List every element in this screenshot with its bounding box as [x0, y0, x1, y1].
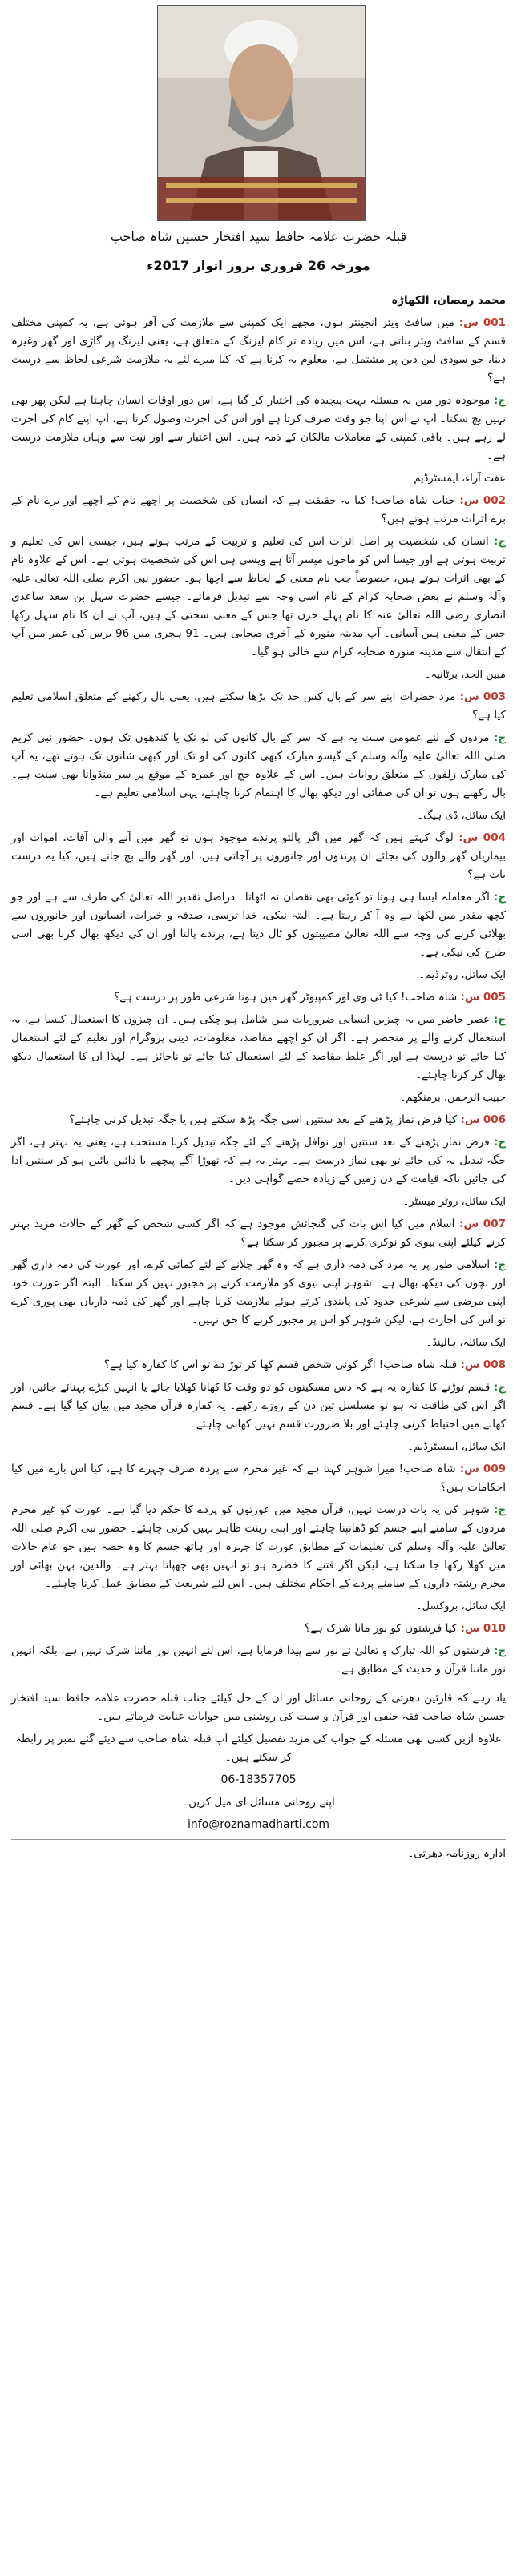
- question-label: س:: [460, 1358, 480, 1371]
- question-number: 008: [483, 1358, 506, 1371]
- answer: [11, 888, 506, 962]
- answer-label: ج:: [493, 394, 507, 407]
- answer: [11, 1011, 506, 1085]
- phone-number: 06-18357705: [220, 1773, 297, 1786]
- contact-line: علاوہ ازیں کسی بھی مسئلہ کے جواب کی مزید تفصیل کیلئے آپ قبلہ شاہ صاحب سے دیئے گئے نمبر پر رابطہ کر سکتے ہیں۔: [15, 1733, 502, 1764]
- answer-text: موجودہ دور میں یہ مسئلہ بہت پیچیدہ کی اختیار کر گیا ہے، اس دور اوقات انسان چاہتا ہے لیکن پھر بھی نہیں بچ سکتا۔ آپ نے اس اپنا جو وقت صرف کرتا ہے اور اس کی اجرت وصول کرتا ہے، آپ اپنے کام کی اجرت لے رہے ہیں۔ باقی کمپنی کے معاملات مالکان کے ذمہ ہیں۔ اس اعتبار سے اور نیت سے وہاں ملازمت درست ہے۔: [11, 394, 506, 462]
- question-number: 001: [483, 316, 506, 329]
- answer-text: فرشتوں کو اللہ تبارک و تعالیٰ نے نور سے پیدا فرمایا ہے، اس لئے انہیں نور ماننا شرک نہیں ہے، بلکہ انہیں نور ماننا قرآن و حدیث کے مطابق ہے۔: [11, 1644, 506, 1676]
- answer-label: ج:: [493, 1644, 507, 1657]
- question-text: میں سافٹ ویئر انجینئر ہوں، مجھے ایک کمپنی سے ملازمت کی آفر ہوئی ہے، یہ کمپنی مختلف قسم کے سافٹ ویئر بناتی ہے، اس میں زیادہ تر کام لیزنگ کے متعلق ہے، یعنی لیزنگ پر گاڑی اور گھر وغیرہ دینا، جو سودی لین دین پر مشتمل ہے، معلوم یہ کرنا ہے کہ کیا میرے لئے یہ ملازمت شرعی لحاظ سے درست ہے؟: [11, 316, 506, 384]
- answer-label: ج:: [493, 1013, 506, 1026]
- question-number: 010: [483, 1622, 506, 1635]
- question-text: شاہ صاحب! کیا ٹی وی اور کمپیوٹر گھر میں ہونا شرعی طور پر درست ہے؟: [114, 991, 458, 1004]
- questioner-signature: ایک سائلہ، ہالینڈ۔: [426, 1337, 506, 1349]
- answer-text: قسم توڑنے کا کفارہ یہ ہے کہ دس مسکینوں کو دو وقت کا کھانا کھلایا جائے یا انہیں کپڑے پہنائے جائیں، اور اگر اس کی طاقت نہ ہو تو مسلسل تین دن کے روزے رکھے۔ یہ کفارہ قرآن مجید میں بیان کیا گیا ہے۔ قسم کھانے میں احتیاط کرنی چاہئے اور بلا ضرورت قسم نہیں کھانی چاہئے۔: [11, 1381, 506, 1431]
- answer: [11, 1256, 506, 1330]
- question-label: س:: [459, 690, 479, 703]
- contact-email[interactable]: info@roznamadharti.com: [187, 1818, 330, 1831]
- question-label: س:: [460, 1622, 480, 1635]
- photo-caption: قبلہ حضرت علامہ حافظ سید افتخار حسین شاہ صاحب: [110, 229, 407, 244]
- questioner-signature: حبیب الرحمٰن، برمنگھم۔: [399, 1092, 506, 1104]
- question: [11, 829, 506, 884]
- portrait-illustration: [158, 6, 365, 220]
- question-label: س:: [458, 831, 479, 844]
- answer-text: شوہر کی یہ بات درست نہیں، قرآن مجید میں عورتوں کو پردے کا حکم دیا گیا ہے۔ عورت کو غیر محرم مردوں کے سامنے اپنے جسم کو ڈھانپنا چاہئے اور اپنی زینت ظاہر نہیں کرنی چاہئے۔ حضور نبی اکرم صلی اللہ تعالیٰ علیہ وآلہ وسلم کی تعلیمات کے مطابق عورت کا چہرہ اور ہاتھ جسم کا وہ حصہ ہیں جو عام حالات میں کھلا رکھا جا سکتا ہے، لیکن اگر فتنے کا خطرہ ہو تو انہیں بھی چھپانا بہتر ہے۔ والدین، بہن بھائی اور محرم رشتہ داروں کے سامنے پردے کے احکام مختلف ہیں۔ اس لئے شریعت کے مطابق عمل کرنا چاہئے۔: [11, 1503, 506, 1590]
- question-number: 004: [483, 831, 506, 844]
- question-label: س:: [459, 1218, 479, 1230]
- date-line: مورخہ 26 فروری بروز اتوار 2017ء: [147, 258, 370, 273]
- question-number: 007: [483, 1218, 506, 1230]
- questioner-signature: ایک سائل، روٹرڈیم۔: [418, 969, 506, 981]
- send-line: اپنے روحانی مسائل ای میل کریں۔: [182, 1796, 335, 1809]
- qa-list: [11, 314, 506, 1679]
- question-number: 002: [483, 494, 506, 507]
- footer-credit: ادارہ روزنامہ دھرتی۔: [407, 1847, 506, 1860]
- article-body: [11, 292, 506, 1867]
- answer-text: عصر حاضر میں یہ چیزیں انسانی ضروریات میں شامل ہو چکی ہیں۔ ان چیزوں کا استعمال کیسا ہے، یہ استعمال کرنے والے پر منحصر ہے۔ اگر ان کو اچھے مقاصد، معلومات، دینی پروگرام اور تعلیم کے لئے استعمال کیا جائے تو درست ہے اور اگر غلط مقاصد کے لئے استعمال کیا جائے تو ناجائز ہے۔ لہٰذا ان کا استعمال دیکھ بھال کر کرنا چاہئے۔: [11, 1013, 506, 1081]
- question: [11, 1111, 506, 1129]
- question-label: س:: [458, 316, 479, 329]
- answer: [11, 1379, 506, 1434]
- answer-text: اسلامی طور پر یہ مرد کی ذمہ داری ہے کہ وہ گھر چلانے کے لئے کمائی کرے، اور عورت کی ذمہ داری گھر اور بچوں کی دیکھ بھال ہے۔ شوہر اپنی بیوی کو ملازمت کرنے پر مجبور نہیں کر سکتا۔ البتہ اگر عورت خود اپنی مرضی سے شرعی حدود کی پابندی کرتے ہوئے ملازمت کرنا چاہے اور گھر کی ذمہ داریاں بھی پوری کرے تو اس کی اجازت ہے، لیکن شوہر کو اس پر مجبور کرنے کا حق نہیں۔: [11, 1258, 506, 1326]
- question: [11, 492, 506, 529]
- question-text: جناب شاہ صاحب! کیا یہ حقیقت ہے کہ انسان کی شخصیت پر اچھے نام کے اچھے اور برے نام کے برے اثرات مرتب ہوتے ہیں؟: [11, 494, 506, 525]
- question-text: مرد حضرات اپنے سر کے بال کس حد تک بڑھا سکتے ہیں، یعنی بال رکھنے کے متعلق اسلامی تعلیم کیا ہے؟: [11, 690, 506, 722]
- question-label: س:: [460, 1113, 480, 1126]
- question-text: کیا فرض نماز پڑھنے کے بعد سنتیں اسی جگہ پڑھ سکتے ہیں یا جگہ تبدیل کرنی چاہئے؟: [69, 1113, 458, 1126]
- answer: [11, 533, 506, 662]
- question-text: لوگ کہتے ہیں کہ گھر میں اگر پالتو پرندے موجود ہوں تو گھر میں آنے والی آفات، اموات اور بیماریاں گھر والوں کی بجائے ان پرندوں اور جانوروں پر آجاتی ہیں، اور گھر والے بچ جاتے ہیں، کیا یہ درست بات ہے؟: [11, 831, 506, 881]
- question: [11, 1215, 506, 1252]
- question: [11, 314, 506, 388]
- answer-text: مردوں کے لئے عمومی سنت یہ ہے کہ سر کے بال کانوں کی لو تک یا کندھوں تک ہوں۔ حضور نبی کریم صلی اللہ تعالیٰ علیہ وآلہ وسلم کے گیسو مبارک کبھی کانوں کی لو تک اور کبھی شانوں تک ہوتے تھے، یہ آپ کی مبارک زلفوں کے متعلق روایات ہیں۔ اس کے علاوہ حج اور عمرہ کے موقع پر سر منڈوانا بھی سنت ہے۔ بال رکھنے ہوں تو ان کی صفائی اور دیکھ بھال کا اہتمام کرنا چاہئے، یہی اسلامی تعلیم ہے۔: [11, 731, 506, 799]
- questioner-signature: عفت آراء، ایمسٹرڈیم۔: [407, 473, 506, 485]
- answer-text: اگر معاملہ ایسا ہی ہوتا تو کوئی بھی نقصان نہ اٹھاتا۔ دراصل تقدیر اللہ تعالیٰ کی طرف سے ہے اور جو کچھ مقدر میں لکھا ہے وہ آ کر رہتا ہے۔ البتہ نیکی، خدا ترسی، صدقہ و خیرات، انسانوں اور جانوروں سے بھلائی کرنے کی وجہ سے اللہ تعالیٰ مصیبتوں کو ٹال دیتا ہے، پرندے پالنا اور ان کی دیکھ بھال کرنا بھی اسی طرح کی نیکی ہے۔: [11, 891, 506, 959]
- answer-text: فرض نماز پڑھنے کے بعد سنتیں اور نوافل پڑھنے کے لئے جگہ تبدیل کرنا مستحب ہے، یعنی یہ بہتر ہے، اگر جگہ تبدیل نہ کی جائے تو بھی نماز درست ہے۔ بہتر یہ ہے کہ تھوڑا آگے پیچھے یا دائیں بائیں ہو کر سنتیں ادا کی جائیں تاکہ قیامت کے دن زمین کے زیادہ حصے گواہی دیں۔: [11, 1136, 506, 1185]
- question-text: اسلام میں کیا اس بات کی گنجائش موجود ہے کہ اگر کسی شخص کے گھر کے حالات مزید بہتر کرنے کیلئے اپنی بیوی کو نوکری کرنے پر مجبور کر سکتا ہے؟: [11, 1218, 506, 1249]
- question: [11, 988, 506, 1007]
- answer: [11, 729, 506, 803]
- answer-label: ج:: [493, 891, 506, 904]
- answer-label: ج:: [493, 731, 506, 744]
- closing-text: یاد رہے کہ قارئین دھرتی کے روحانی مسائل اور ان کے حل کیلئے جناب قبلہ حضرت علامہ حافظ سید افتخار حسین شاہ صاحب فقہ حنفی اور قرآن و سنت کی روشنی میں جوابات عنایت فرماتے ہیں۔: [11, 1692, 506, 1723]
- answer-label: ج:: [493, 1503, 506, 1516]
- answer: [11, 1642, 506, 1679]
- question-number: 009: [483, 1463, 506, 1475]
- question-text: قبلہ شاہ صاحب! اگر کوئی شخص قسم کھا کر توڑ دے تو اس کا کفارہ کیا ہے؟: [103, 1358, 458, 1371]
- questioner-signature: ایک سائل، ایمسٹرڈیم۔: [407, 1441, 506, 1453]
- scholar-photo: [157, 5, 366, 221]
- answer: [11, 1501, 506, 1593]
- question: [11, 688, 506, 725]
- answer-label: ج:: [493, 1258, 506, 1271]
- divider: [11, 1839, 506, 1840]
- question-label: س:: [460, 991, 480, 1004]
- question-number: 003: [483, 690, 506, 703]
- questioner-signature: ایک سائل، روٹر میسٹر۔: [402, 1196, 506, 1208]
- question: [11, 1460, 506, 1497]
- question-label: س:: [459, 1463, 479, 1475]
- answer-text: انسان کی شخصیت پر اصل اثرات اس کی تعلیم و تربیت کے مرتب ہوتے ہیں، جیسی اس کی تعلیم و تربیت ہوتی ہے اور جیسا اس کو ماحول میسر آتا ہے ویسی ہی اس کی شخصیت ہوتی ہے۔ اس کے علاوہ نام کے بھی اثرات ہوتے ہیں، خصوصاً جب نام معنی کے لحاظ سے اچھا ہو۔ حضور نبی اکرم صلی اللہ تعالیٰ علیہ وآلہ وسلم نے بعض صحابہ کرام کے نام اسی وجہ سے تبدیل فرمائے۔ جیسے حضرت سہل بن سعد ساعدی انصاری رضی اللہ تعالیٰ عنہ کا نام پہلے حزن تھا جس کے معنی سختی کے ہیں، آپ نے ان کا نام سہل رکھا جس کے معنی ہیں آسانی۔ آپ مدینہ منورہ کے آخری صحابی ہیں۔ 91 ہجری میں 96 برس کی عمر میں آپ کے انتقال سے مدینہ منورہ صحابہ کرام سے خالی ہو گیا۔: [11, 535, 506, 658]
- question-text: شاہ صاحب! میرا شوہر کہتا ہے کہ غیر محرم سے پردہ صرف چہرے کا ہے، کیا اس بارے میں کیا احکامات ہیں؟: [11, 1463, 506, 1494]
- greeting: محمد رمضان، الکھاڑہ: [391, 294, 506, 307]
- answer-label: ج:: [493, 1136, 506, 1149]
- questioner-signature: مبین الحد، برٹانیہ۔: [424, 669, 506, 681]
- questioner-signature: ایک سائل، ڈی ہیگ۔: [417, 810, 506, 822]
- questioner-signature: ایک سائل، بروکسل۔: [416, 1600, 506, 1612]
- question: [11, 1620, 506, 1638]
- question: [11, 1356, 506, 1375]
- answer-label: ج:: [493, 535, 506, 548]
- answer: [11, 392, 506, 465]
- question-number: 006: [483, 1113, 506, 1126]
- question-number: 005: [483, 991, 506, 1004]
- answer: [11, 1133, 506, 1189]
- question-text: کیا فرشتوں کو نور مانا شرک ہے؟: [304, 1622, 458, 1635]
- answer-label: ج:: [493, 1381, 506, 1394]
- question-label: س:: [459, 494, 479, 507]
